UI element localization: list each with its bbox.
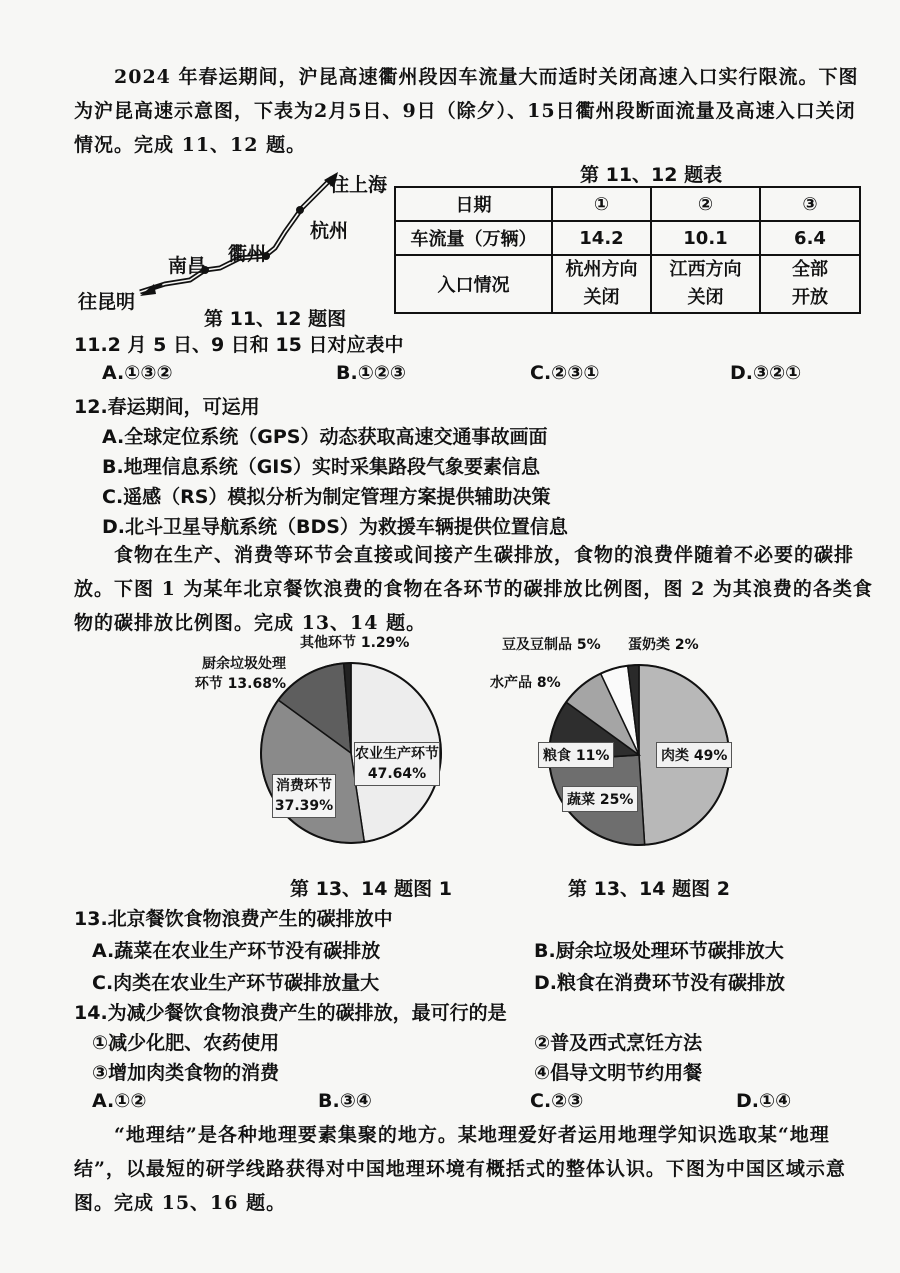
table-row bbox=[395, 221, 860, 255]
pie2-label-aquatic: 水产品 8% bbox=[490, 675, 561, 691]
q11-stem: 11.2 月 5 日、9 日和 15 日对应表中 bbox=[74, 334, 404, 356]
q12-option-a[interactable]: A.全球定位系统（GPS）动态获取高速交通事故画面 bbox=[102, 426, 548, 448]
q12-option-b[interactable]: B.地理信息系统（GIS）实时采集路段气象要素信息 bbox=[102, 456, 541, 478]
label-to-kunming: 往昆明 bbox=[78, 291, 136, 313]
map-caption: 第 11、12 题图 bbox=[204, 308, 347, 330]
pie2-label-veg: 蔬菜 25% bbox=[562, 786, 638, 812]
pie1-caption: 第 13、14 题图 1 bbox=[290, 878, 452, 900]
table-cell: 6.4 bbox=[760, 221, 860, 255]
table-header-row bbox=[395, 187, 860, 221]
pie1-label-other: 其他环节 1.29% bbox=[300, 635, 410, 651]
table-cell: 车流量（万辆） bbox=[395, 221, 552, 255]
table-cell-text: 全部开放 bbox=[792, 259, 828, 308]
pie1-label-consume bbox=[272, 774, 336, 818]
pie1-label-agri bbox=[354, 742, 440, 786]
q12-option-c[interactable]: C.遥感（RS）模拟分析为制定管理方案提供辅助决策 bbox=[102, 486, 551, 508]
pie1-label-waste bbox=[190, 654, 286, 694]
q11-option-c[interactable]: C.②③① bbox=[530, 362, 600, 384]
table-cell-text: 江西方向关闭 bbox=[669, 259, 742, 308]
pie1-label-waste-text: 厨余垃圾处理 环节 13.68% bbox=[194, 656, 286, 692]
q13-option-d[interactable]: D.粮食在消费环节没有碳排放 bbox=[534, 972, 785, 994]
label-to-shanghai: 往上海 bbox=[330, 174, 388, 196]
pie2-label-dairy: 蛋奶类 2% bbox=[628, 637, 699, 653]
q13-option-b[interactable]: B.厨余垃圾处理环节碳排放大 bbox=[534, 940, 784, 962]
table-cell bbox=[760, 255, 860, 313]
table-cell-text: 杭州方向关闭 bbox=[565, 259, 638, 308]
table-cell: 入口情况 bbox=[395, 255, 552, 313]
label-nanchang: 南昌 bbox=[168, 255, 207, 277]
q12-stem: 12.春运期间，可运用 bbox=[74, 396, 260, 418]
q14-item-3: ③增加肉类食物的消费 bbox=[92, 1062, 280, 1084]
q13-option-a[interactable]: A.蔬菜在农业生产环节没有碳排放 bbox=[92, 940, 381, 962]
q12-option-d[interactable]: D.北斗卫星导航系统（BDS）为救援车辆提供位置信息 bbox=[102, 516, 568, 538]
q14-option-c[interactable]: C.②③ bbox=[530, 1090, 584, 1112]
table-cell: 14.2 bbox=[552, 221, 651, 255]
q11-option-d[interactable]: D.③②① bbox=[730, 362, 802, 384]
intro-13-14: 食物在生产、消费等环节会直接或间接产生碳排放，食物的浪费伴随着不必要的碳排放。下图 1 为某年北京餐饮浪费的食物在各环节的碳排放比例图，图 2 为其浪费的各类食物的碳排放比例图。完成 13、14 题。 bbox=[74, 544, 873, 634]
q14-option-a[interactable]: A.①② bbox=[92, 1090, 147, 1112]
table-cell bbox=[552, 255, 651, 313]
table-header-cell: ② bbox=[651, 187, 760, 221]
q11-option-b[interactable]: B.①②③ bbox=[336, 362, 406, 384]
label-quzhou: 衢州 bbox=[228, 243, 267, 265]
q14-option-d[interactable]: D.①④ bbox=[736, 1090, 792, 1112]
table-header-cell: 日期 bbox=[395, 187, 552, 221]
q13-option-c[interactable]: C.肉类在农业生产环节碳排放量大 bbox=[92, 972, 380, 994]
hangzhou-dot bbox=[296, 206, 304, 214]
pie2-label-grain: 粮食 11% bbox=[538, 742, 614, 768]
table-header-cell: ③ bbox=[760, 187, 860, 221]
q14-item-1: ①减少化肥、农药使用 bbox=[92, 1032, 280, 1054]
traffic-table bbox=[394, 186, 861, 314]
pie2-caption: 第 13、14 题图 2 bbox=[568, 878, 730, 900]
q14-item-4: ④倡导文明节约用餐 bbox=[534, 1062, 703, 1084]
table-row bbox=[395, 255, 860, 313]
label-hangzhou: 杭州 bbox=[310, 220, 349, 242]
q13-stem: 13.北京餐饮食物浪费产生的碳排放中 bbox=[74, 908, 393, 930]
pie1-label-consume-text: 消费环节 37.39% bbox=[274, 778, 334, 814]
pie2-label-beans: 豆及豆制品 5% bbox=[502, 637, 601, 653]
table-cell bbox=[651, 255, 760, 313]
q14-stem: 14.为减少餐饮食物浪费产生的碳排放，最可行的是 bbox=[74, 1002, 507, 1024]
pie1-label-agri-text: 农业生产环节 47.64% bbox=[355, 746, 439, 782]
pie2-label-meat: 肉类 49% bbox=[656, 742, 732, 768]
table-cell: 10.1 bbox=[651, 221, 760, 255]
intro-15-16: “地理结”是各种地理要素集聚的地方。某地理爱好者运用地理学知识选取某“地理结”，以最短的研学线路获得对中国地理环境有概括式的整体认识。下图为中国区域示意图。完成 15、16 题。 bbox=[74, 1124, 846, 1214]
q11-option-a[interactable]: A.①③② bbox=[102, 362, 173, 384]
intro-11-12: 2024 年春运期间，沪昆高速衢州段因车流量大而适时关闭高速入口实行限流。下图为沪昆高速示意图，下表为2月5日、9日（除夕）、15日衢州段断面流量及高速入口关闭情况。完成 11、12 题。 bbox=[74, 66, 859, 156]
q14-item-2: ②普及西式烹饪方法 bbox=[534, 1032, 703, 1054]
table-caption: 第 11、12 题表 bbox=[580, 164, 723, 186]
q14-option-b[interactable]: B.③④ bbox=[318, 1090, 372, 1112]
table-header-cell: ① bbox=[552, 187, 651, 221]
